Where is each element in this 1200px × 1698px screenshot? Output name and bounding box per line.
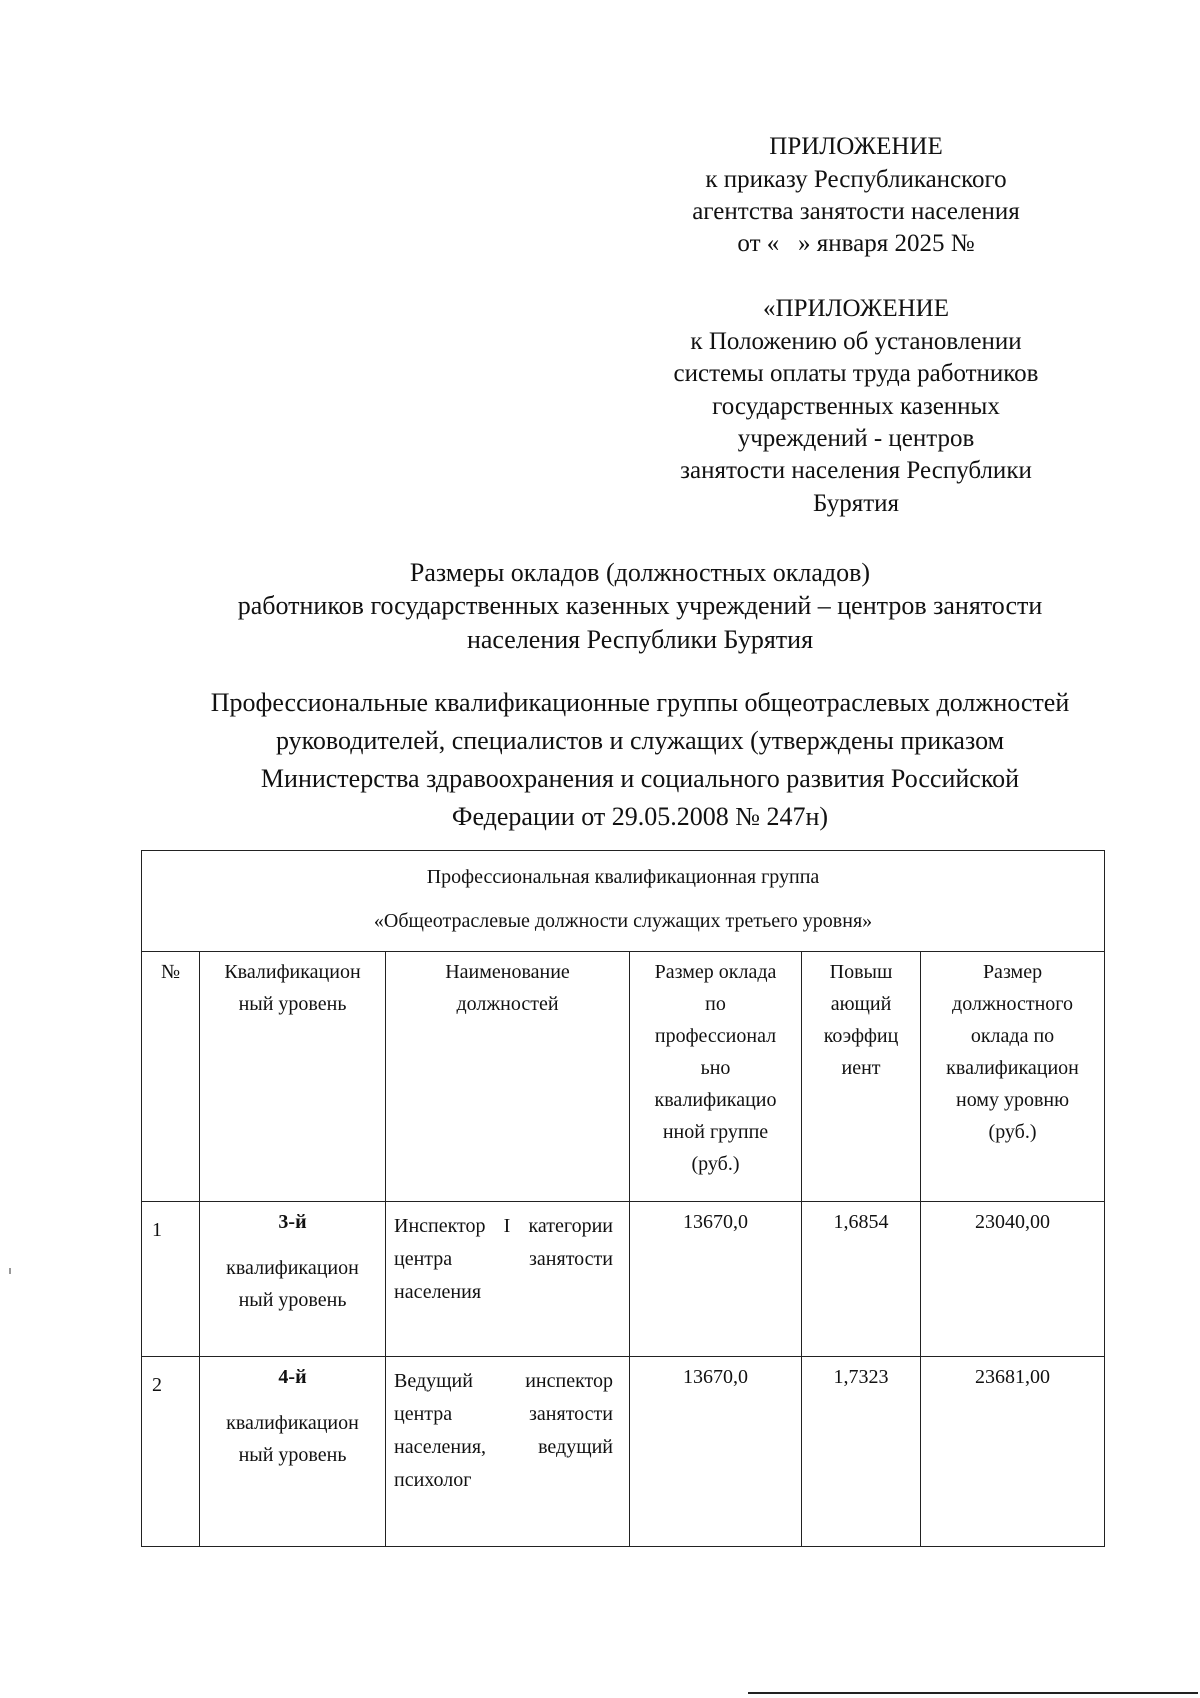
group-band-row bbox=[142, 851, 1105, 952]
sub-appendix-line: Бурятия bbox=[812, 490, 900, 517]
row-number: 2 bbox=[142, 1357, 200, 1547]
sub-appendix-line: учреждений - центров bbox=[737, 425, 975, 452]
row-number: 1 bbox=[142, 1202, 200, 1357]
row-group-salary: 13670,0 bbox=[630, 1357, 802, 1547]
column-header-coefficient: Повыш ающий коэффиц иент bbox=[802, 952, 921, 1202]
row-position: Инспектор I категории центра занятости населения bbox=[386, 1202, 630, 1357]
appendix-date-line: от « » января 2025 № bbox=[737, 230, 975, 257]
group-subtitle: «Общеотраслевые должности служащих третьего уровня» bbox=[373, 910, 873, 932]
row-level: 3-й квалификацион ный уровень bbox=[200, 1202, 386, 1357]
row-level-salary: 23681,00 bbox=[921, 1357, 1105, 1547]
appendix-line: агентства занятости населения bbox=[692, 198, 1020, 225]
page-edge-line bbox=[748, 1692, 1198, 1694]
pkg-heading-line: Федерации от 29.05.2008 № 247н) bbox=[451, 802, 829, 831]
table-row bbox=[142, 1357, 1105, 1547]
pkg-heading-line: Профессиональные квалификационные группы общеотраслевых должностей bbox=[210, 688, 1070, 717]
column-header-number: № bbox=[142, 952, 200, 1202]
scan-artifact bbox=[9, 1268, 11, 1274]
sub-appendix-line: государственных казенных bbox=[712, 393, 1000, 420]
appendix-title: ПРИЛОЖЕНИЕ bbox=[769, 133, 943, 160]
column-header-level-salary: Размер должностного оклада по квалификацион ному уровню (руб.) bbox=[921, 952, 1105, 1202]
sub-appendix-title: «ПРИЛОЖЕНИЕ bbox=[763, 295, 949, 322]
sub-appendix-line: системы оплаты труда работников bbox=[673, 360, 1039, 387]
table-header-row bbox=[142, 952, 1105, 1202]
group-title: Профессиональная квалификационная группа bbox=[426, 866, 820, 888]
row-group-salary: 13670,0 bbox=[630, 1202, 802, 1357]
column-header-group-salary: Размер оклада по профессионал ьно квалификацио нной группе (руб.) bbox=[630, 952, 802, 1202]
table-row bbox=[142, 1202, 1105, 1357]
document-title-line: работников государственных казенных учреждений – центров занятости bbox=[237, 591, 1043, 620]
row-level-salary: 23040,00 bbox=[921, 1202, 1105, 1357]
column-header-position: Наименование должностей bbox=[386, 952, 630, 1202]
document-title-line: населения Республики Бурятия bbox=[466, 625, 814, 654]
group-band bbox=[142, 851, 1105, 952]
sub-appendix-line: к Положению об установлении bbox=[690, 328, 1022, 355]
sub-appendix-line: занятости населения Республики bbox=[680, 457, 1032, 484]
column-header-level: Квалификацион ный уровень bbox=[200, 952, 386, 1202]
pkg-heading-line: руководителей, специалистов и служащих (утверждены приказом bbox=[275, 726, 1005, 755]
salary-table bbox=[141, 850, 1105, 1547]
document-title-line: Размеры окладов (должностных окладов) bbox=[409, 558, 871, 587]
row-level: 4-й квалификацион ный уровень bbox=[200, 1357, 386, 1547]
row-coefficient: 1,7323 bbox=[802, 1357, 921, 1547]
row-position: Ведущий инспектор центра занятости населения, ведущий психолог bbox=[386, 1357, 630, 1547]
row-coefficient: 1,6854 bbox=[802, 1202, 921, 1357]
pkg-heading-line: Министерства здравоохранения и социального развития Российской bbox=[260, 764, 1020, 793]
appendix-line: к приказу Республиканского bbox=[705, 166, 1007, 193]
